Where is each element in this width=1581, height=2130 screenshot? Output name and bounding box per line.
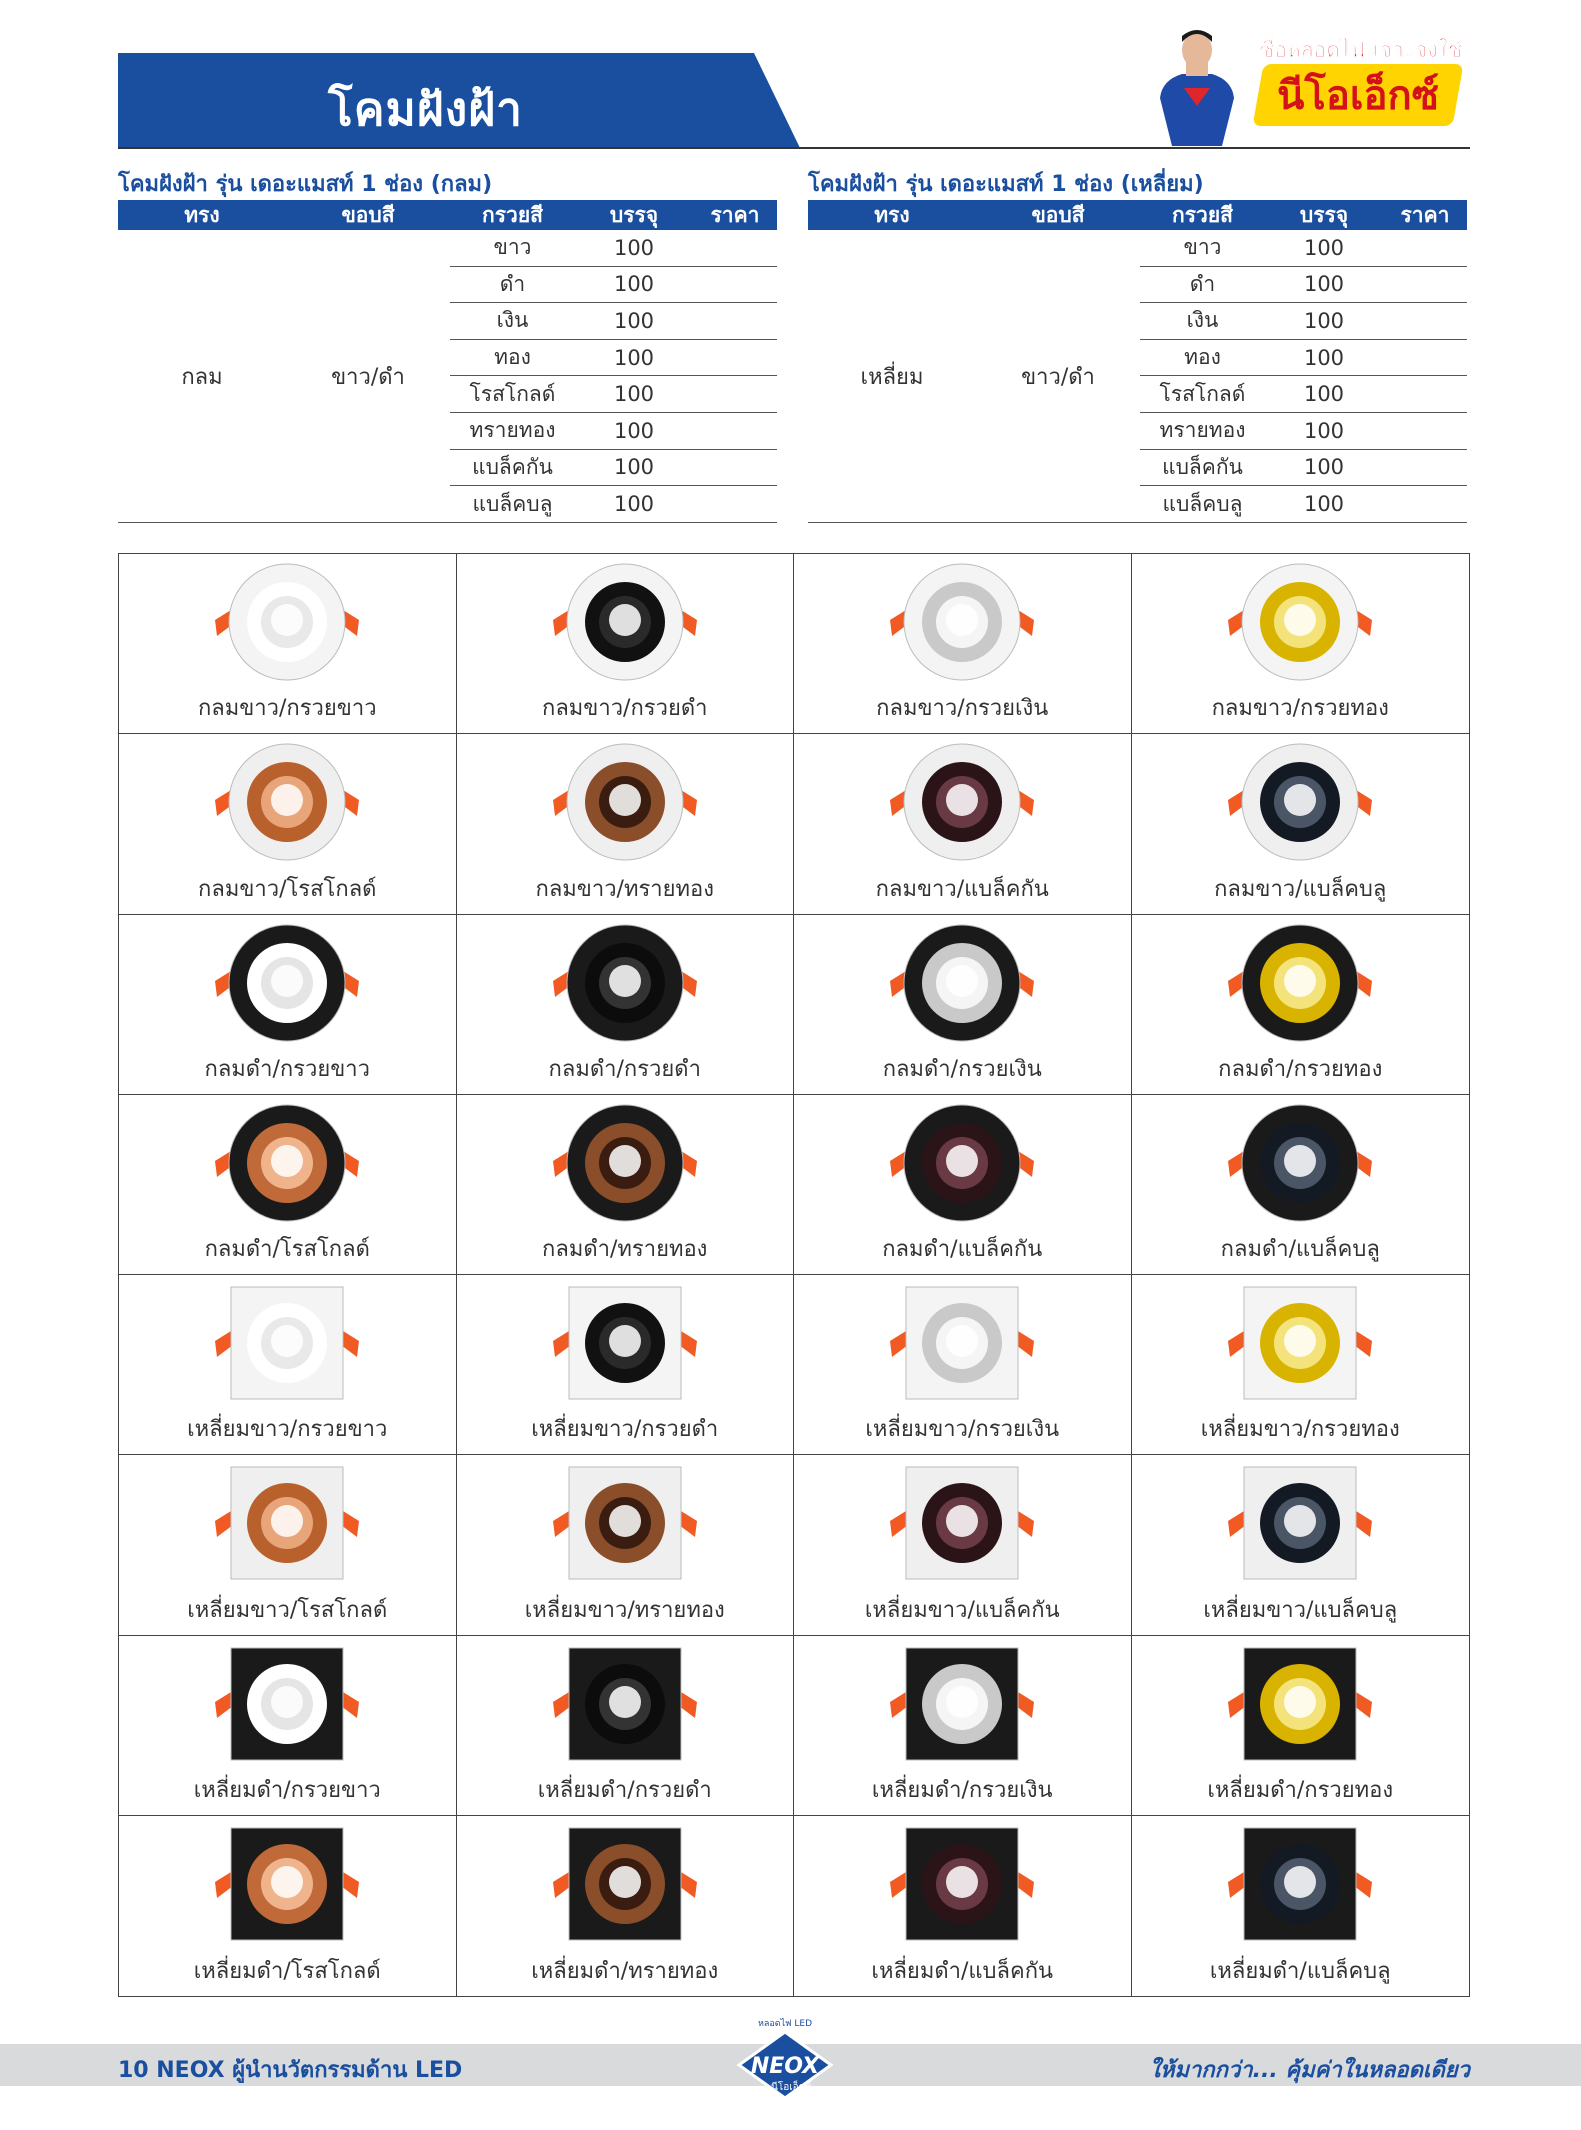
light-opening	[1284, 1686, 1316, 1718]
brand-name-badge	[1253, 64, 1464, 126]
table-row	[450, 340, 777, 377]
light-opening	[609, 1505, 641, 1537]
downlight-image	[187, 1644, 387, 1769]
product-cell	[457, 734, 795, 914]
product-cell	[457, 1095, 795, 1275]
product-cell	[1132, 734, 1470, 914]
cone-color: แบล็คบลู	[472, 491, 553, 516]
product-label: เหลี่ยมดำ/กรวยขาว	[193, 1777, 381, 1803]
product-label: กลมขาว/แบล็คกัน	[875, 876, 1049, 902]
spring-clip-right	[1354, 1692, 1372, 1718]
product-label: กลมดำ/กรวยดำ	[548, 1056, 701, 1082]
spec-shape-cell: กลม	[181, 365, 223, 390]
header-pack: บรรจุ	[609, 202, 659, 227]
product-label: เหลี่ยมขาว/กรวยขาว	[187, 1417, 388, 1443]
header-frame: ขอบสี	[341, 202, 395, 227]
product-label: กลมดำ/ทรายทอง	[542, 1237, 708, 1262]
product-cell	[457, 1636, 795, 1816]
spring-clip-left	[553, 1331, 571, 1357]
table-row	[1140, 450, 1467, 487]
page-title: โคมฝังฝ้า	[328, 82, 523, 136]
light-opening	[946, 1686, 978, 1718]
downlight-image	[862, 1644, 1062, 1769]
product-cell	[1132, 1095, 1470, 1275]
footer-logo	[725, 2008, 845, 2108]
product-label: เหลี่ยมขาว/แบล็คบลู	[1203, 1597, 1398, 1623]
product-label: เหลี่ยมดำ/ทรายทอง	[531, 1959, 719, 1984]
downlight-image	[187, 1463, 387, 1588]
pack-qty: 100	[613, 455, 655, 480]
product-label: เหลี่ยมขาว/กรวยดำ	[531, 1417, 719, 1443]
spring-clip-right	[1016, 1692, 1034, 1718]
light-opening	[271, 1325, 303, 1357]
cone-color: โรสโกลด์	[1159, 381, 1246, 406]
light-opening	[271, 965, 303, 997]
spring-clip-left	[890, 1872, 908, 1898]
cone-color: เงิน	[496, 308, 529, 333]
product-cell	[119, 1816, 457, 1996]
light-opening	[609, 784, 641, 816]
spring-clip-left	[215, 1692, 233, 1718]
pack-qty: 100	[1303, 382, 1345, 407]
spec-shape-cell: เหลี่ยม	[860, 365, 924, 390]
header-shape: ทรง	[184, 202, 220, 227]
downlight-image	[862, 1463, 1062, 1588]
product-cell	[794, 1636, 1132, 1816]
cone-color: โรสโกลด์	[469, 381, 556, 406]
spring-clip-left	[553, 1511, 571, 1537]
spring-clip-left	[1228, 1692, 1246, 1718]
light-opening	[271, 1505, 303, 1537]
pack-qty: 100	[613, 345, 655, 370]
spring-clip-left	[553, 1872, 571, 1898]
spec-table-body	[808, 230, 1467, 523]
footer-left-text: 10 NEOX ผู้นำนวัตกรรมด้าน LED	[118, 2058, 463, 2083]
light-opening	[946, 784, 978, 816]
product-cell	[119, 1455, 457, 1635]
spring-clip-right	[1016, 1331, 1034, 1357]
spring-clip-right	[1016, 1511, 1034, 1537]
light-opening	[946, 1866, 978, 1898]
product-label: กลมดำ/แบล็คกัน	[882, 1237, 1043, 1262]
table-row	[450, 376, 777, 413]
spring-clip-left	[215, 1331, 233, 1357]
product-grid	[118, 553, 1470, 1997]
light-opening	[271, 784, 303, 816]
light-opening	[271, 1866, 303, 1898]
pack-qty: 100	[613, 492, 655, 517]
downlight-image	[1200, 1283, 1400, 1408]
product-cell	[794, 1095, 1132, 1275]
light-opening	[609, 1686, 641, 1718]
product-cell	[119, 554, 457, 734]
cone-color: ทอง	[494, 345, 531, 370]
footer-logo-caption: หลอดไฟ LED	[757, 2019, 813, 2029]
spring-clip-right	[341, 1511, 359, 1537]
product-cell	[457, 1275, 795, 1455]
light-opening	[946, 1505, 978, 1537]
downlight-image	[1200, 923, 1400, 1048]
product-label: เหลี่ยมขาว/กรวยเงิน	[865, 1417, 1060, 1443]
product-cell	[1132, 1455, 1470, 1635]
header-divider	[118, 147, 1470, 149]
cone-color: แบล็คบลู	[1162, 491, 1243, 516]
light-opening	[946, 1145, 978, 1177]
product-label: เหลี่ยมดำ/กรวยดำ	[537, 1777, 712, 1803]
light-opening	[1284, 1325, 1316, 1357]
product-label: กลมขาว/กรวยขาว	[197, 696, 377, 722]
pack-qty: 100	[613, 235, 655, 260]
product-label: กลมดำ/กรวยเงิน	[882, 1056, 1042, 1082]
downlight-image	[187, 562, 387, 687]
light-opening	[271, 1686, 303, 1718]
downlight-image	[525, 1644, 725, 1769]
pack-qty: 100	[1303, 235, 1345, 260]
spring-clip-left	[215, 1872, 233, 1898]
pack-qty: 100	[1303, 455, 1345, 480]
product-cell	[1132, 1636, 1470, 1816]
product-label: กลมดำ/โรสโกลด์	[204, 1237, 370, 1262]
pack-qty: 100	[613, 382, 655, 407]
downlight-image	[525, 1103, 725, 1228]
table-row	[1140, 267, 1467, 304]
product-label: เหลี่ยมดำ/กรวยทอง	[1207, 1777, 1394, 1803]
cone-color: ทอง	[1184, 345, 1221, 370]
pack-qty: 100	[613, 418, 655, 443]
header-cone: กรวยสี	[482, 202, 543, 227]
light-opening	[1284, 784, 1316, 816]
product-label: กลมขาว/โรสโกลด์	[198, 876, 377, 902]
spring-clip-left	[890, 1331, 908, 1357]
superhero-mascot-icon	[1142, 28, 1252, 146]
spring-clip-right	[1354, 1511, 1372, 1537]
product-label: เหลี่ยมดำ/แบล็คบลู	[1209, 1959, 1391, 1984]
table-row	[450, 450, 777, 487]
product-label: เหลี่ยมขาว/แบล็คกัน	[864, 1597, 1060, 1623]
product-cell	[1132, 1816, 1470, 1996]
downlight-image	[1200, 1824, 1400, 1949]
light-opening	[609, 604, 641, 636]
product-cell	[794, 734, 1132, 914]
table-row	[450, 303, 777, 340]
spring-clip-right	[1016, 1872, 1034, 1898]
downlight-image	[862, 1824, 1062, 1949]
pack-qty: 100	[1303, 418, 1345, 443]
spring-clip-left	[1228, 1511, 1246, 1537]
product-label: กลมขาว/กรวยทอง	[1211, 696, 1389, 722]
table-row	[1140, 413, 1467, 450]
spec-table-header	[118, 200, 777, 230]
downlight-image	[187, 1103, 387, 1228]
pack-qty: 100	[1303, 492, 1345, 517]
header-banner	[118, 53, 800, 148]
header-price: ราคา	[710, 202, 760, 227]
spring-clip-left	[553, 1692, 571, 1718]
brand-tagline: ซื้อหลอดไฟ เจาะจงใช้	[1260, 38, 1463, 62]
product-cell	[1132, 1275, 1470, 1455]
product-cell	[457, 915, 795, 1095]
product-cell	[119, 915, 457, 1095]
product-cell	[119, 734, 457, 914]
downlight-image	[1200, 1103, 1400, 1228]
light-opening	[946, 604, 978, 636]
footer-right-text: ให้มากกว่า... คุ้มค่าในหลอดเดียว	[1149, 2058, 1470, 2083]
light-opening	[609, 1145, 641, 1177]
product-label: กลมขาว/กรวยเงิน	[876, 696, 1049, 722]
light-opening	[1284, 1145, 1316, 1177]
pack-qty: 100	[613, 308, 655, 333]
cone-color: ดำ	[1189, 271, 1216, 296]
spring-clip-right	[679, 1331, 697, 1357]
table-row	[1140, 230, 1467, 267]
product-label: เหลี่ยมขาว/ทรายทอง	[524, 1597, 725, 1623]
downlight-image	[862, 923, 1062, 1048]
product-label: เหลี่ยมขาว/กรวยทอง	[1200, 1417, 1400, 1443]
downlight-image	[862, 1283, 1062, 1408]
pack-qty: 100	[1303, 272, 1345, 297]
footer-logo-sub: นีโอเอ็กซ์	[771, 2082, 812, 2093]
light-opening	[609, 1866, 641, 1898]
table-row	[450, 486, 777, 523]
product-cell	[457, 1816, 795, 1996]
spring-clip-left	[215, 1511, 233, 1537]
downlight-image	[1200, 1644, 1400, 1769]
product-label: เหลี่ยมขาว/โรสโกลด์	[187, 1597, 388, 1623]
spec-table-title: โคมฝังฝ้า รุ่น เดอะแมสท์ 1 ช่อง (กลม)	[118, 172, 493, 197]
spring-clip-right	[679, 1692, 697, 1718]
product-label: กลมดำ/กรวยขาว	[204, 1056, 370, 1082]
downlight-image	[187, 923, 387, 1048]
cone-color: แบล็คกัน	[1162, 454, 1243, 479]
product-cell	[119, 1275, 457, 1455]
downlight-image	[1200, 1463, 1400, 1588]
light-opening	[946, 965, 978, 997]
spring-clip-right	[1354, 1872, 1372, 1898]
spec-frame-cell: ขาว/ดำ	[331, 365, 405, 390]
downlight-image	[862, 1103, 1062, 1228]
spring-clip-right	[341, 1692, 359, 1718]
light-opening	[609, 965, 641, 997]
product-label: กลมขาว/ทรายทอง	[535, 876, 714, 902]
product-cell	[794, 554, 1132, 734]
product-label: กลมดำ/กรวยทอง	[1218, 1056, 1383, 1082]
table-row	[450, 267, 777, 304]
downlight-image	[187, 1283, 387, 1408]
spring-clip-left	[890, 1511, 908, 1537]
spec-table-square	[808, 170, 1467, 523]
table-row	[1140, 486, 1467, 523]
product-cell	[794, 1455, 1132, 1635]
spring-clip-right	[1354, 1331, 1372, 1357]
spring-clip-right	[341, 1872, 359, 1898]
product-label: เหลี่ยมดำ/โรสโกลด์	[193, 1959, 381, 1984]
product-cell	[794, 915, 1132, 1095]
light-opening	[1284, 965, 1316, 997]
pack-qty: 100	[1303, 345, 1345, 370]
product-cell	[457, 1455, 795, 1635]
spec-table-header	[808, 200, 1467, 230]
spec-table-title: โคมฝังฝ้า รุ่น เดอะแมสท์ 1 ช่อง (เหลี่ยม)	[808, 172, 1204, 197]
spec-rows	[1140, 230, 1467, 523]
product-cell	[457, 554, 795, 734]
table-row	[1140, 376, 1467, 413]
light-opening	[1284, 604, 1316, 636]
downlight-image	[1200, 742, 1400, 867]
downlight-image	[525, 923, 725, 1048]
footer-logo-mark: NEOX	[750, 2054, 820, 2079]
downlight-image	[862, 562, 1062, 687]
downlight-image	[525, 1283, 725, 1408]
cone-color: แบล็คกัน	[472, 454, 553, 479]
cone-color: เงิน	[1186, 308, 1219, 333]
downlight-image	[525, 562, 725, 687]
spec-frame-cell: ขาว/ดำ	[1021, 365, 1095, 390]
brand-name: นีโอเอ็กซ์	[1277, 73, 1439, 119]
cone-color: ขาว	[1183, 235, 1222, 260]
light-opening	[271, 1145, 303, 1177]
spring-clip-left	[890, 1692, 908, 1718]
header-shape: ทรง	[874, 202, 910, 227]
product-label: กลมขาว/แบล็คบลู	[1214, 876, 1387, 902]
header-frame: ขอบสี	[1031, 202, 1085, 227]
table-row	[450, 230, 777, 267]
spec-table-round	[118, 170, 777, 523]
light-opening	[1284, 1866, 1316, 1898]
spec-table-body	[118, 230, 777, 523]
spec-rows	[450, 230, 777, 523]
downlight-image	[525, 1463, 725, 1588]
product-cell	[794, 1816, 1132, 1996]
downlight-image	[1200, 562, 1400, 687]
spring-clip-right	[679, 1511, 697, 1537]
spring-clip-right	[341, 1331, 359, 1357]
downlight-image	[525, 1824, 725, 1949]
header-cone: กรวยสี	[1172, 202, 1233, 227]
downlight-image	[187, 742, 387, 867]
product-label: เหลี่ยมดำ/กรวยเงิน	[871, 1777, 1053, 1803]
product-cell	[1132, 915, 1470, 1095]
product-label: กลมดำ/แบล็คบลู	[1220, 1237, 1380, 1262]
cone-color: ทรายทอง	[1159, 418, 1246, 443]
product-cell	[119, 1095, 457, 1275]
spring-clip-right	[679, 1872, 697, 1898]
cone-color: ทรายทอง	[469, 418, 556, 443]
spring-clip-left	[1228, 1872, 1246, 1898]
brand-logo	[1140, 28, 1470, 146]
table-row	[1140, 340, 1467, 377]
product-label: กลมขาว/กรวยดำ	[542, 696, 708, 722]
light-opening	[609, 1325, 641, 1357]
header-pack: บรรจุ	[1299, 202, 1349, 227]
downlight-image	[862, 742, 1062, 867]
table-row	[450, 413, 777, 450]
pack-qty: 100	[1303, 308, 1345, 333]
product-cell	[1132, 554, 1470, 734]
header-price: ราคา	[1400, 202, 1450, 227]
cone-color: ขาว	[493, 235, 532, 260]
cone-color: ดำ	[499, 271, 526, 296]
downlight-image	[525, 742, 725, 867]
product-cell	[794, 1275, 1132, 1455]
light-opening	[1284, 1505, 1316, 1537]
pack-qty: 100	[613, 272, 655, 297]
light-opening	[946, 1325, 978, 1357]
light-opening	[271, 604, 303, 636]
table-row	[1140, 303, 1467, 340]
spring-clip-left	[1228, 1331, 1246, 1357]
product-label: เหลี่ยมดำ/แบล็คกัน	[871, 1959, 1054, 1984]
product-cell	[119, 1636, 457, 1816]
downlight-image	[187, 1824, 387, 1949]
